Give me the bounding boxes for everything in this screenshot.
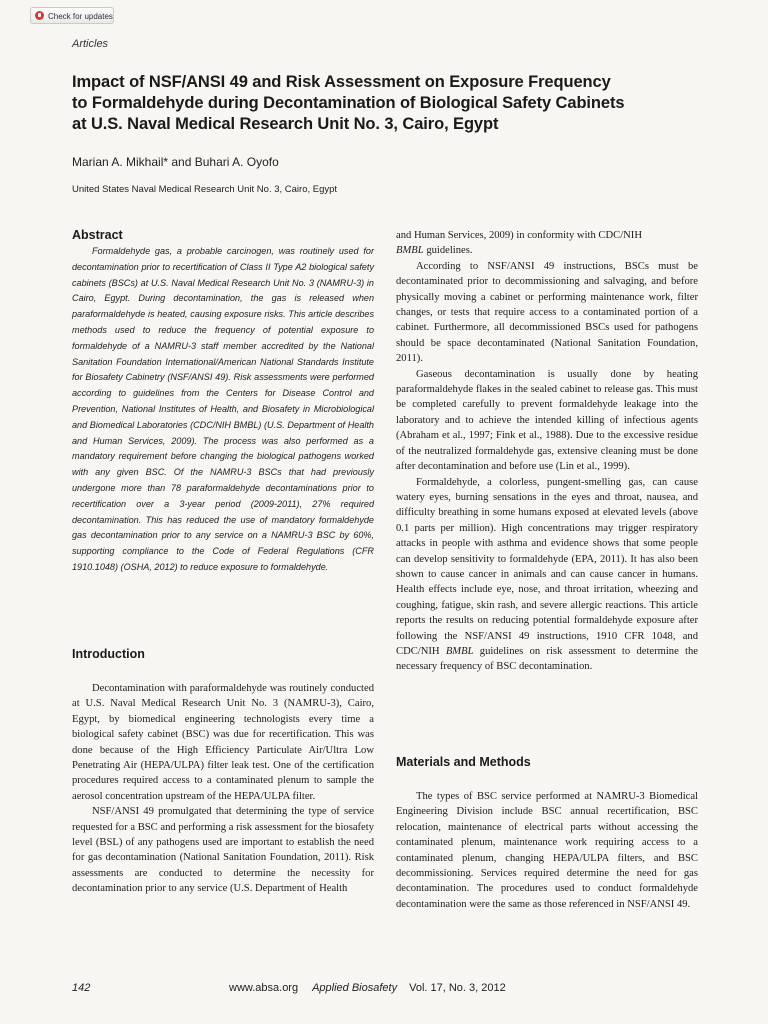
right-paragraph-1: According to NSF/ANSI 49 instructions, BSCs must be decontaminated prior to decommissioning and salvaging, and before physically moving a cabinet or performing maintenance work, filter changes, or tests that require access to a contaminated portion of a cabinet. Furthermore, all decommissioned BSCs used for pathogens should be space decontaminated (National Sanitation Foundation, 2011). [396,260,698,365]
text-run: and Human Services, 2009) in conformity with CDC/NIH [396,230,642,241]
text-run: guidelines on risk assessment to determine the necessary frequency of BSC decontamination. [396,645,699,673]
abstract-heading: Abstract [72,228,123,242]
introduction-body [72,681,374,897]
footer-site[interactable]: www.absa.org [229,982,299,994]
footer-volume: Vol. 17, No. 3, 2012 [409,982,506,994]
affiliation: United States Naval Medical Research Unit No. 3, Cairo, Egypt [72,184,338,195]
bmbl-italic: BMBL [396,245,424,257]
check-for-updates-badge[interactable] [30,7,114,24]
update-icon [35,11,44,20]
badge-label: Check for updates [48,12,113,21]
article-title [72,72,712,135]
title-line: Impact of NSF/ANSI 49 and Risk Assessment on Exposure Frequency [72,73,611,91]
title-line: at U.S. Naval Medical Research Unit No. 3, Cairo, Egypt [72,115,499,133]
right-column-body [396,228,698,675]
intro-paragraph-1: Decontamination with paraformaldehyde was routinely conducted at U.S. Naval Medical Research Unit No. 3 (NAMRU-3), Cairo, Egypt, by biomedical engineering technologists every time a biological safety cabinet (BSC) was due for recertification. This was done because of the High Efficiency Particulate Air/Ultra Low Penetrating Air (HEPA/ULPA) filter leak test. One of the certification procedures required access to a contaminated plenum to sample the aerosol concentration upstream of the HEPA/ULPA filter. [72,683,374,802]
methods-heading: Materials and Methods [396,755,531,769]
authors: Marian A. Mikhail* and Buhari A. Oyofo [72,155,279,169]
abstract-text: Formaldehyde gas, a probable carcinogen, was routinely used for decontamination prior to recertification of Class II Type A2 biological safety cabinets (BSCs) at U.S. Naval Medical Research Unit No. 3 (NAMRU-3) in Cairo, Egypt. During decontamination, the gas is released when paraformaldehyde is heated, causing exposure risks. This article describes methods used to reduce the frequency of potential exposure to formaldehyde of a NAMRU-3 staff member accredited by the National Sanitation Foundation International/American National Standards Institute for Biosafety Cabinetry (NSF/ANSI 49). Risk assessments were performed according to guidelines from the Centers for Disease Control and Prevention, National Institutes of Health, and Biosafety in Microbiological and Biomedical Laboratories (CDC/NIH BMBL) (U.S. Department of Health and Human Services, 2009). The process was also performed as a mandatory requirement before changing the biological pathogens worked with any given BSC. Of the NAMRU-3 BSCs that had previously undergone more than 78 paraformaldehyde decontaminations prior to recertification over a 3-year period (2009-2011), 27% required decontamination. This has reduced the use of mandatory formaldehyde gas decontamination prior to any service on a NAMRU-3 BSC by 60%, supporting compliance to the Code of Federal Regulations (CFR 1910.1048) (OSHA, 2012) to reduce exposure to formaldehyde. [72,246,374,572]
section-kicker: Articles [72,38,109,50]
introduction-heading: Introduction [72,647,145,661]
title-line: to Formaldehyde during Decontamination of Biological Safety Cabinets [72,94,625,112]
right-paragraph-2: Gaseous decontamination is usually done by heating paraformaldehyde flakes in the sealed cabinet to release gas. This must be completed carefully to prevent formaldehyde leakage into the laboratory and to achieve the intended killing of infectious agents (Abraham et al., 1997; Fink et al., 1988). Due to the excessive residue of the neutralized formaldehyde gas, extensive cleaning must be done after decontamination and before use (Lin et al., 1999). [396,368,698,473]
text-run: Formaldehyde, a colorless, pungent-smelling gas, can cause watery eyes, burning sensations in the eyes and throat, nausea, and difficulty breathing in some humans exposed at elevated levels (above 0.1 parts per million). High concentrations may trigger respiratory attacks in people with asthma and evidence shows that some people can develop sensitivity to formaldehyde (EPA, 2011). It has also been shown to cause cancer in animals and can cause cancer in humans. Health effects include eye, nose, and throat irritation, wheezing and coughing, fatigue, skin rash, and severe allergic reactions. This article reports the results on reducing potential formaldehyde exposure after following the NSF/ANSI 49 instructions, 1910 CFR 1048, and CDC/NIH [396,476,698,657]
right-paragraph-0 [396,228,698,259]
text-run: guidelines. [423,245,473,257]
page-number: 142 [72,982,91,994]
footer-info [229,982,506,994]
right-paragraph-3 [396,475,698,675]
methods-body [396,789,698,912]
methods-paragraph-1: The types of BSC service performed at NAMRU-3 Biomedical Engineering Division include BSC annual recertification, BSC relocation, maintenance of electrical parts without accessing the contaminated plenum, maintenance work requiring access to a contaminated plenum, changing HEPA/ULPA filters, and BSC decommissioning. Services required determine the need for gas decontamination. The procedures used to conduct formaldehyde decontamination were the same as those referenced in NSF/ANSI 49. [396,791,698,910]
footer-journal: Applied Biosafety [312,982,398,994]
intro-paragraph-2: NSF/ANSI 49 promulgated that determining the type of service requested for a BSC and performing a risk assessment for the biosafety level (BSL) of any pathogens used are important to establish the need for gas decontamination (National Sanitation Foundation, 2011). Risk assessments are conducted to determine the necessity for decontamination prior to any service (U.S. Department of Health [72,806,374,895]
bmbl-italic: BMBL [445,645,474,657]
